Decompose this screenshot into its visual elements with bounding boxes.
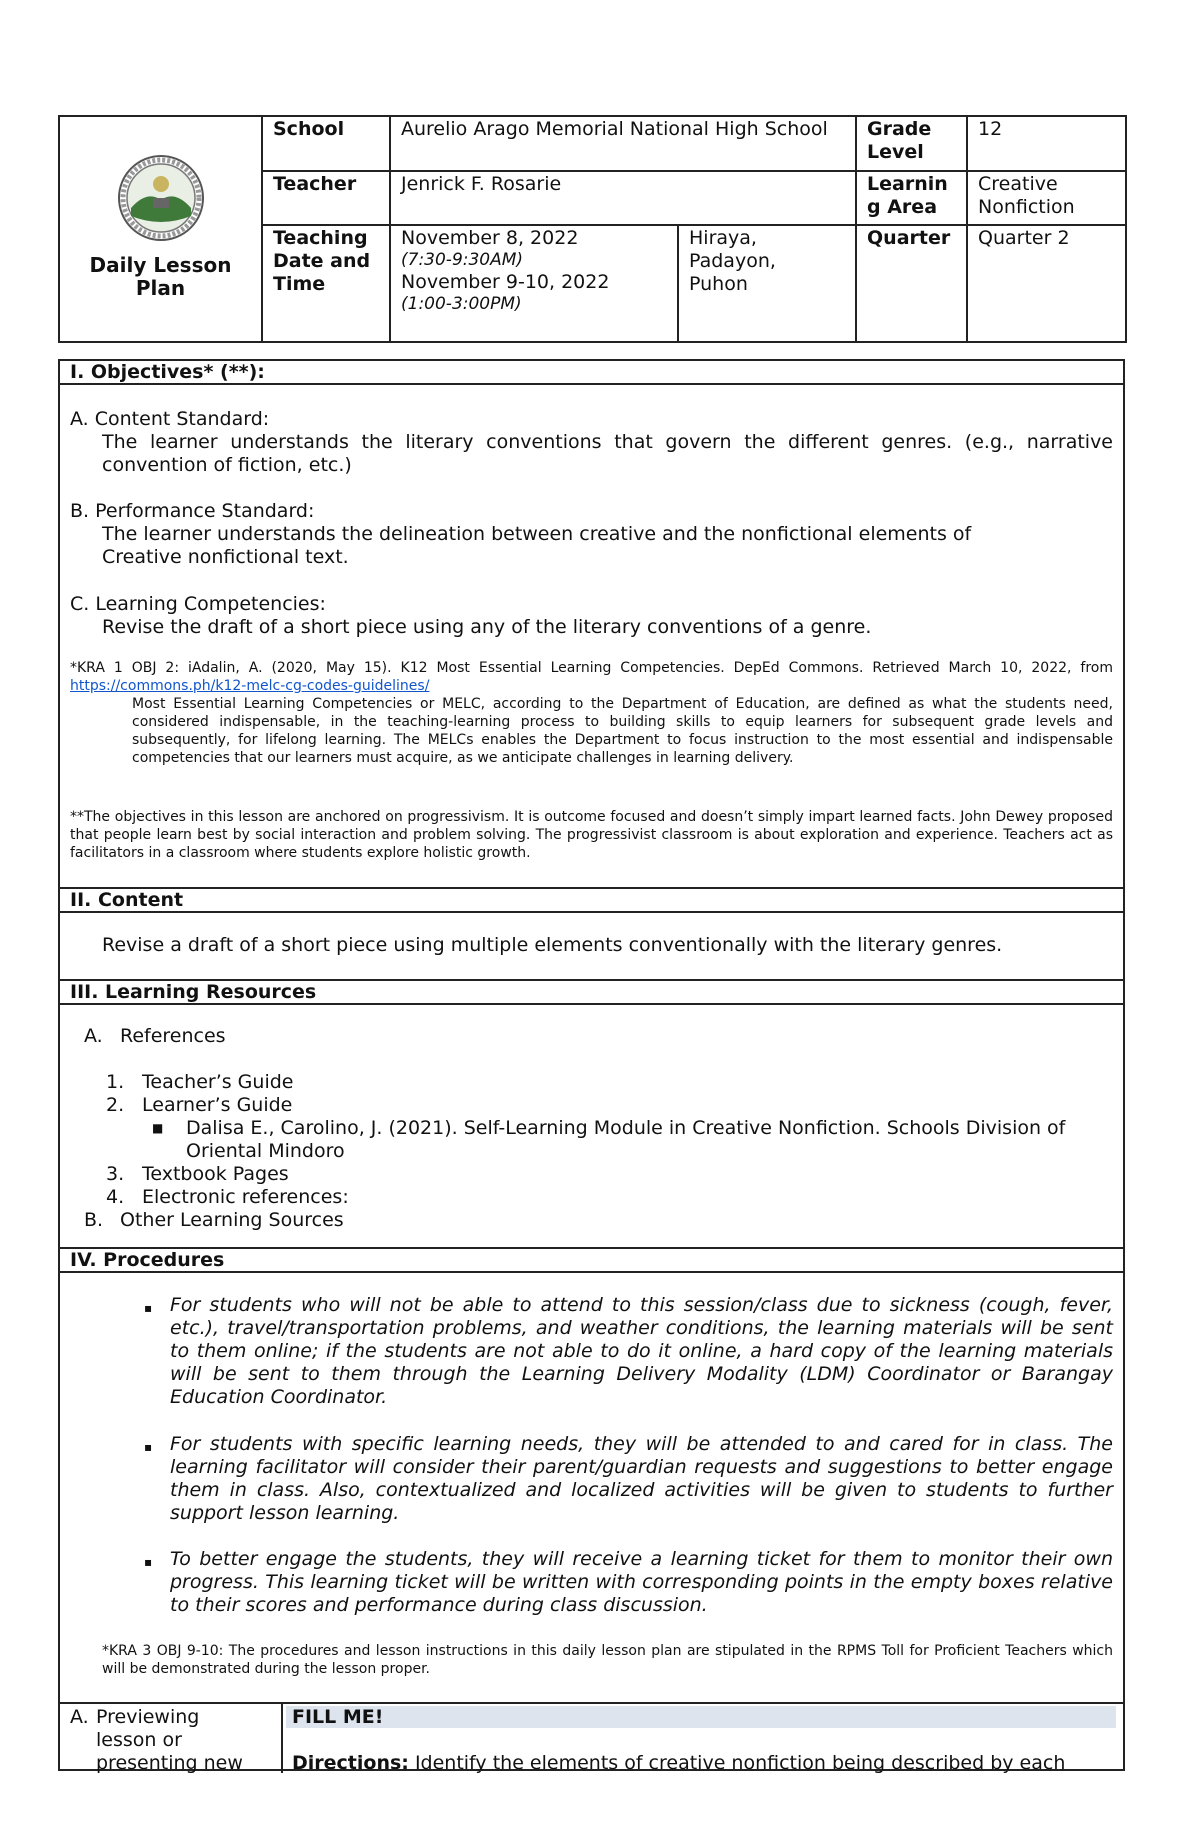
teacher-label: Teacher: [262, 171, 390, 226]
directions-label: Directions:: [292, 1752, 409, 1774]
other-sources-marker: B.: [84, 1209, 104, 1231]
learning-competencies-text: Revise the draft of a short piece using any of the literary conventions of a genre.: [102, 616, 872, 638]
teaching-date-value: [390, 225, 678, 342]
learning-area-value: Creative Nonfiction: [967, 171, 1126, 226]
bullet-icon: ▪: [144, 1301, 153, 1315]
document-title: Daily Lesson Plan: [89, 253, 232, 300]
ref-item-teachers-guide: Teacher’s Guide: [142, 1071, 294, 1093]
kra-1-citation: *KRA 1 OBJ 2: iAdalin, A. (2020, May 15). K12 Most Essential Learning Competencies. DepEd Commons. Retrieved March 10, 2022, from: [70, 660, 1113, 676]
content-heading: II. Content: [60, 887, 1123, 913]
step-a-label: Previewing lesson or presenting new: [96, 1706, 243, 1774]
melc-guidelines-link[interactable]: https://commons.ph/k12-melc-cg-codes-guidelines/: [70, 678, 430, 694]
directions-text: Identify the elements of creative nonfiction being described by each: [414, 1752, 1066, 1774]
content-standard-label: A. Content Standard:: [70, 408, 270, 430]
logo-cell: [59, 116, 262, 342]
procedures-heading: IV. Procedures: [60, 1247, 1123, 1273]
date-1: November 8, 2022: [401, 227, 579, 250]
learning-area-label: Learnin g Area: [856, 171, 967, 226]
bullet-icon: ▪: [144, 1555, 153, 1569]
procedure-bullet-1: For students who will not be able to attend to this session/class due to sickness (cough, fever, etc.), travel/transportation problems, and weather conditions, the learning materials will be sent to them online; if the students are not able to do it online, a hard copy of the learning materials will be sent to them through the Learning Delivery Modality (LDM) Coordinator or Barangay Education Coordinator.: [170, 1294, 1113, 1408]
content-standard-text: The learner understands the literary conventions that govern the different genres. (e.g., narrative convention of fiction, etc.): [102, 431, 1113, 476]
directions-line: [292, 1752, 1112, 1775]
progressivism-note: **The objectives in this lesson are anchored on progressivism. It is outcome focused and doesn’t simply impart learned facts. John Dewey proposed that people learn best by social interaction and problem solving. The progressivist classroom is about exploration and experience. Teachers act as facilitators in a classroom where students explore holistic growth.: [70, 809, 1113, 861]
objectives-heading: I. Objectives* (**):: [60, 361, 1123, 385]
step-row-divider: [60, 1702, 1123, 1704]
date-2: November 9-10, 2022: [401, 271, 610, 294]
step-column-divider: [281, 1702, 283, 1773]
fill-me-title: FILL ME!: [292, 1706, 384, 1728]
school-label: School: [262, 116, 390, 171]
ref-item-learners-guide: Learner’s Guide: [142, 1094, 293, 1116]
directions-underline: [286, 1770, 1116, 1771]
grade-label: Grade Level: [856, 116, 967, 171]
school-seal-icon: [117, 154, 205, 242]
references-label: References: [120, 1025, 226, 1047]
procedure-bullet-2: For students with specific learning needs, they will be attended to and cared for in class. The learning facilitator will consider their parent/guardian requests and suggestions to better engage them in class. Also, contextualized and localized activities will be given to students to further support lesson learning.: [170, 1433, 1113, 1524]
performance-standard-label: B. Performance Standard:: [70, 500, 315, 522]
grade-value: 12: [967, 116, 1126, 171]
procedure-bullet-3: To better engage the students, they will receive a learning ticket for them to monitor their own progress. This learning ticket will be written with corresponding points in the empty boxes relative to their scores and performance during class discussion.: [170, 1548, 1113, 1616]
references-marker: A.: [84, 1025, 103, 1047]
ref-num-3: 3.: [106, 1163, 125, 1185]
learning-competencies-label: C. Learning Competencies:: [70, 593, 326, 615]
other-sources-label: Other Learning Sources: [120, 1209, 344, 1231]
teaching-date-label: Teaching Date and Time: [262, 225, 390, 342]
fill-me-highlight: [286, 1706, 1116, 1728]
melc-definition: Most Essential Learning Competencies or MELC, according to the Department of Education, are defined as what the students need, considered indispensable, in the teaching-learning process to building skills to equip learners for subsequent grade levels and subsequently, for lifelong learning. The MELCs enables the Department to focus instruction to the most essential and indispensable competencies that our learners must acquire, as we anticipate challenges in learning delivery.: [132, 696, 1113, 766]
content-text: Revise a draft of a short piece using multiple elements conventionally with the literary genres.: [102, 934, 1003, 956]
school-value: Aurelio Arago Memorial National High School: [390, 116, 856, 171]
quarter-label: Quarter: [856, 225, 967, 342]
ref-num-2: 2.: [106, 1094, 125, 1116]
ref-sub-item-module: Dalisa E., Carolino, J. (2021). Self-Learning Module in Creative Nonfiction. Schools Division of Oriental Mindoro: [186, 1117, 1066, 1162]
kra-1-note: [70, 659, 1113, 695]
performance-standard-text: The learner understands the delineation between creative and the nonfictional elements of Creative nonfictional text.: [102, 523, 972, 568]
lesson-body: [58, 359, 1125, 1774]
step-a-marker: A.: [70, 1706, 89, 1728]
square-bullet-icon: ■: [152, 1121, 164, 1135]
quarter-value: Quarter 2: [967, 225, 1126, 342]
ref-item-electronic: Electronic references:: [142, 1186, 349, 1208]
kra-3-note: *KRA 3 OBJ 9-10: The procedures and lesson instructions in this daily lesson plan are stipulated in the RPMS Toll for Proficient Teachers which will be demonstrated during the lesson proper.: [102, 1643, 1113, 1677]
header-table: [58, 115, 1127, 343]
ref-item-textbook: Textbook Pages: [142, 1163, 289, 1185]
ref-num-4: 4.: [106, 1186, 125, 1208]
time-1: (7:30-9:30AM): [401, 250, 524, 271]
bullet-icon: ▪: [144, 1440, 153, 1454]
ref-num-1: 1.: [106, 1071, 125, 1093]
teacher-value: Jenrick F. Rosarie: [390, 171, 856, 226]
time-2: (1:00-3:00PM): [401, 294, 522, 315]
resources-heading: III. Learning Resources: [60, 979, 1123, 1005]
sections-value: Hiraya, Padayon, Puhon: [678, 225, 856, 342]
